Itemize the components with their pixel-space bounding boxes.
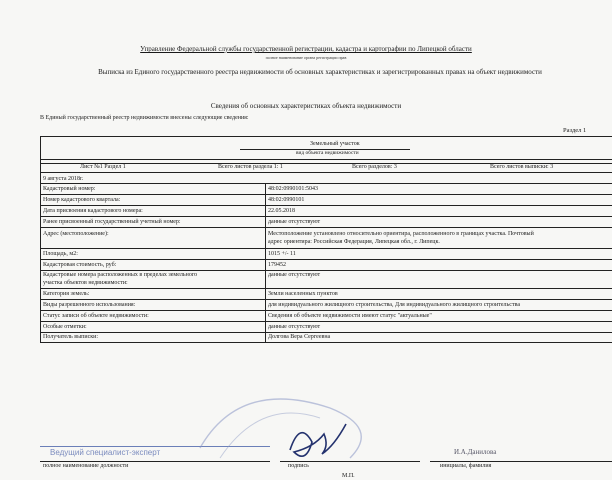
extract-date: 9 августа 2018г. [43,176,84,182]
recipient-value: Долгова Вера Сергеевна [268,334,331,340]
permitted-use-label: Виды разрешенного использования: [43,302,136,308]
table-line [40,216,612,217]
position-caption: полное наименование должности [43,463,129,469]
previous-number-label: Ранее присвоенный государственный учетный номер: [43,219,181,225]
cadastral-number-value: 48:02:0990101:5043 [268,186,319,192]
seal-arc [200,399,361,458]
record-status-label: Статус записи об объекте недвижимости: [43,313,149,319]
signature-caption: подпись [288,463,309,469]
signature-stroke [290,424,346,456]
initials-stamp: И.А.Данилова [454,448,497,456]
signature-and-seal [180,388,380,478]
sheets-total: Всего листов выписки: 3 [490,164,554,170]
table-line [40,194,612,195]
quarter-number-value: 48:02:0990101 [268,197,305,203]
position-stamp-text: Ведущий специалист-эксперт [50,448,161,457]
assignment-date-label: Дата присвоения кадастрового номера: [43,208,143,214]
intro-text: В Единый государственный реестр недвижимости внесены следующие сведения: [40,115,249,121]
objects-within-value: данные отсутствуют [268,272,321,278]
address-label: Адрес (местоположение): [43,231,109,237]
seal-caption: М.П. [342,473,355,479]
quarter-number-label: Номер кадастрового квартала: [43,197,121,203]
table-line [40,321,612,322]
section-number: Раздел 1 [563,127,587,134]
area-value: 1015 +/- 11 [268,251,296,257]
sections-total: Всего разделов: 3 [352,164,397,170]
table-line [40,248,612,249]
table-line [40,183,612,184]
objects-within-label-line2: участка объектов недвижимости: [43,280,128,286]
permitted-use-value: для индивидуального жилищного строительства, Для индивидуального жилищного строительства [268,302,520,308]
table-line [40,332,612,333]
table-line [40,205,612,206]
table-border-left [40,136,41,342]
signature-underline [280,461,420,462]
table-line [40,163,612,164]
object-type: Земельный участок [310,141,360,147]
table-line [40,270,612,271]
special-notes-label: Особые отметки: [43,324,87,330]
initials-caption: инициалы, фамилия [440,463,492,469]
table-border-top [40,136,612,137]
table-line [40,310,612,311]
column-divider [265,183,266,342]
address-value: Местоположение установлено относительно ориентира, расположенного в границах участка. Почтовый [268,231,534,237]
initials-underline [430,461,612,462]
sheet-number: Лист №1 Раздел 1 [80,164,126,170]
agency-name: Управление Федеральной службы государственной регистрации, кадастра и картографии по Липецкой области [140,45,472,53]
address-value-line2: адрес ориентира: Российская Федерация, Липецкая обл., г. Липецк. [268,239,440,245]
special-notes-value: данные отсутствуют [268,324,321,330]
table-line [40,159,612,160]
recipient-label: Получатель выписки: [43,334,99,340]
cadastral-number-label: Кадастровый номер: [43,186,96,192]
table-line [40,288,612,289]
previous-number-value: данные отсутствуют [268,219,321,225]
table-border-bottom [40,342,612,343]
record-status-value: Сведения об объекте недвижимости имеют статус "актуальные" [268,313,432,319]
assignment-date-value: 22.05.2018 [268,208,295,214]
object-type-caption: вид объекта недвижимости [296,150,359,156]
seal-arc [220,413,320,458]
section-title: Сведения об основных характеристиках объекта недвижимости [210,102,402,110]
table-line [40,172,612,173]
land-category-label: Категория земель: [43,291,90,297]
table-line [40,259,612,260]
sheets-in-section: Всего листов раздела 1: 1 [218,164,283,170]
table-line [40,227,612,228]
land-category-value: Земли населенных пунктов [268,291,338,297]
objects-within-label: Кадастровые номера расположенных в пределах земельного [43,272,198,278]
cadastral-value-label: Кадастровая стоимость, руб: [43,262,117,268]
area-label: Площадь, м2: [43,251,78,257]
extract-title: Выписка из Единого государственного реестра недвижимости об основных характеристиках и зарегистрированных правах на объект недвижимости [98,68,542,76]
cadastral-value-value: 179452 [268,262,286,268]
table-line [40,299,612,300]
agency-caption: полное наименование органа регистрации прав [265,55,347,60]
